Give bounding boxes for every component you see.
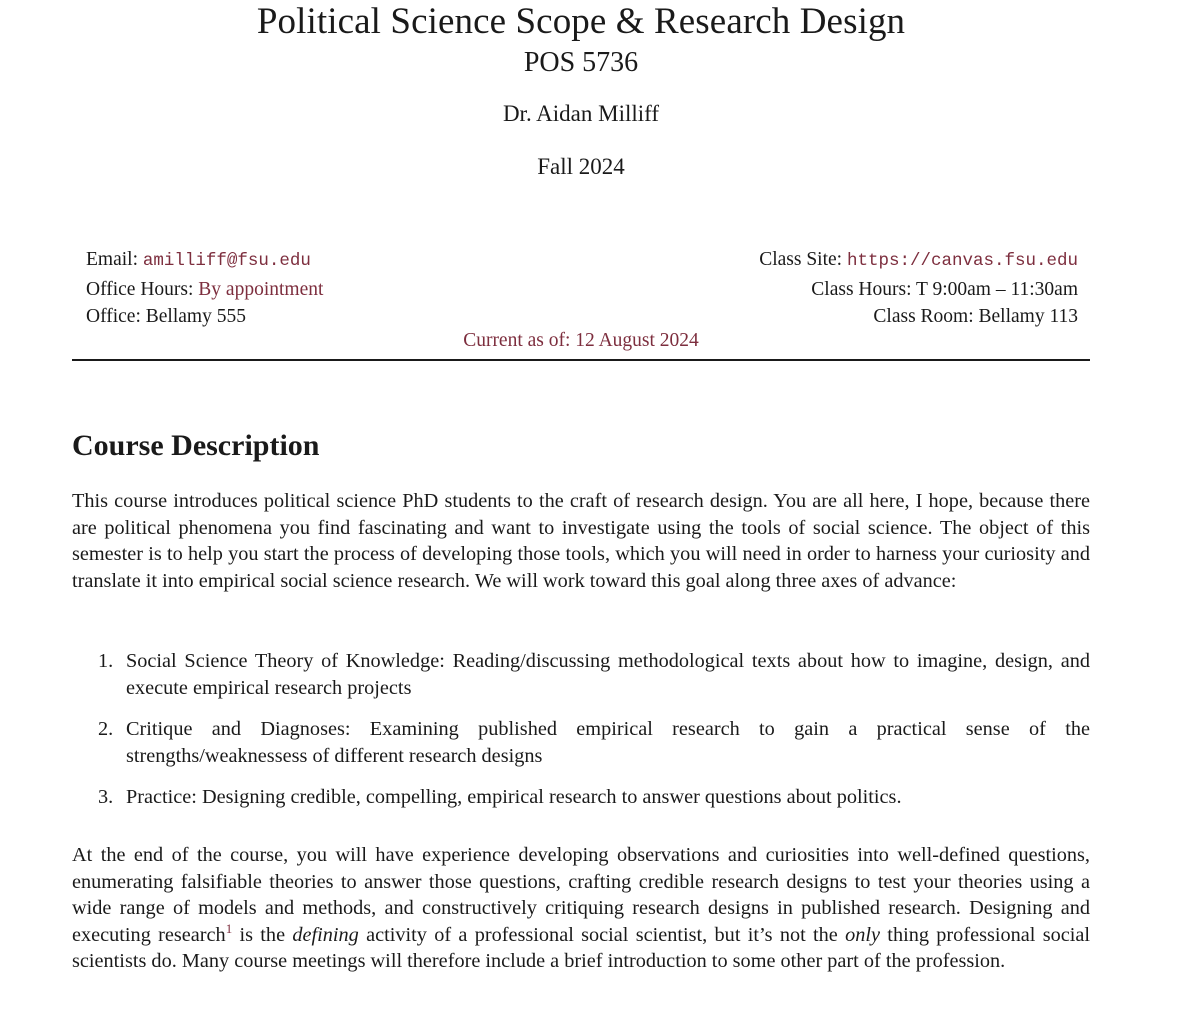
email-label: Email:: [86, 249, 138, 270]
office-hours-label: Office Hours:: [86, 278, 194, 300]
outcomes-text-2: is the: [232, 923, 293, 946]
outcomes-text-4: thing professional social scientists do. Many course meetings will therefore include a brief introduction to some other part of the profession.: [72, 923, 1091, 972]
syllabus-page: [72, 0, 1091, 972]
course-title: Political Science Scope & Research Design: [256, 1, 906, 42]
list-item-text: Practice: Designing credible, compelling, empirical research to answer questions about politics.: [126, 786, 902, 808]
list-item-text: Critique and Diagnoses: Examining published empirical research to gain a practical sense of the strengths/weaknessess of different research designs: [126, 718, 1090, 767]
list-item-number: 3.: [98, 786, 114, 808]
class-room-value: Bellamy 113: [978, 306, 1078, 327]
list-item-number: 2.: [98, 718, 114, 740]
outcomes-text-1: At the end of the course, you will have experience developing observations and curiosities into well-defined questions, enumerating falsifiable theories to answer those questions, crafting credible research designs to test your theories using a wide range of models and methods, and constructively critiquing research designs in published research. Designing and executing research: [72, 844, 1090, 946]
email-line: [86, 246, 323, 276]
class-room-label: Class Room:: [873, 306, 974, 327]
class-site-label: Class Site:: [759, 249, 843, 270]
office-hours-line: [86, 276, 323, 304]
contact-info-right: [759, 246, 1078, 331]
instructor-name: Dr. Aidan Milliff: [502, 101, 660, 126]
class-site-link[interactable]: https://canvas.fsu.edu: [846, 251, 1078, 271]
office-label: Office:: [86, 306, 141, 327]
header-divider: [72, 359, 1090, 361]
term: Fall 2024: [537, 154, 625, 179]
list-item-text: Social Science Theory of Knowledge: Reading/discussing methodological texts about how to imagine, design, and execute empirical research projects: [126, 650, 1090, 699]
class-hours-line: [759, 276, 1078, 304]
class-hours-value: T 9:00am – 11:30am: [916, 278, 1078, 300]
current-as-of: [72, 327, 1090, 354]
course-outcomes-paragraph: [72, 842, 1090, 975]
course-code: POS 5736: [523, 47, 639, 78]
footnote-marker[interactable]: 1: [225, 920, 233, 936]
course-description-paragraph: This course introduces political science PhD students to the craft of research design. You are all here, I hope, because there are political phenomena you find fascinating and want to investigate using the tools of social science. The object of this semester is to help you start the process of developing those tools, which you will need in order to harness your curiosity and translate it into empirical social science research. We will work toward this goal along three axes of advance:: [72, 490, 1090, 592]
list-item-number: 1.: [98, 650, 114, 672]
emphasis-defining: defining: [292, 923, 359, 946]
email-link[interactable]: amilliff@fsu.edu: [142, 251, 311, 271]
current-date: 12 August 2024: [575, 330, 699, 351]
emphasis-only: only: [845, 923, 881, 946]
class-site-line: [759, 246, 1078, 276]
axes-list: [72, 648, 1090, 826]
list-item: [72, 716, 1090, 769]
section-heading: Course Description: [72, 429, 320, 462]
current-label: Current as of:: [463, 330, 571, 351]
office-hours-link[interactable]: By appointment: [198, 278, 324, 300]
office-value: Bellamy 555: [145, 306, 246, 327]
outcomes-text-3: activity of a professional social scientist, but it’s not the: [358, 923, 846, 946]
list-item: [72, 648, 1090, 701]
class-hours-label: Class Hours:: [811, 278, 912, 300]
list-item: [72, 784, 1090, 811]
contact-info-left: [86, 246, 323, 331]
